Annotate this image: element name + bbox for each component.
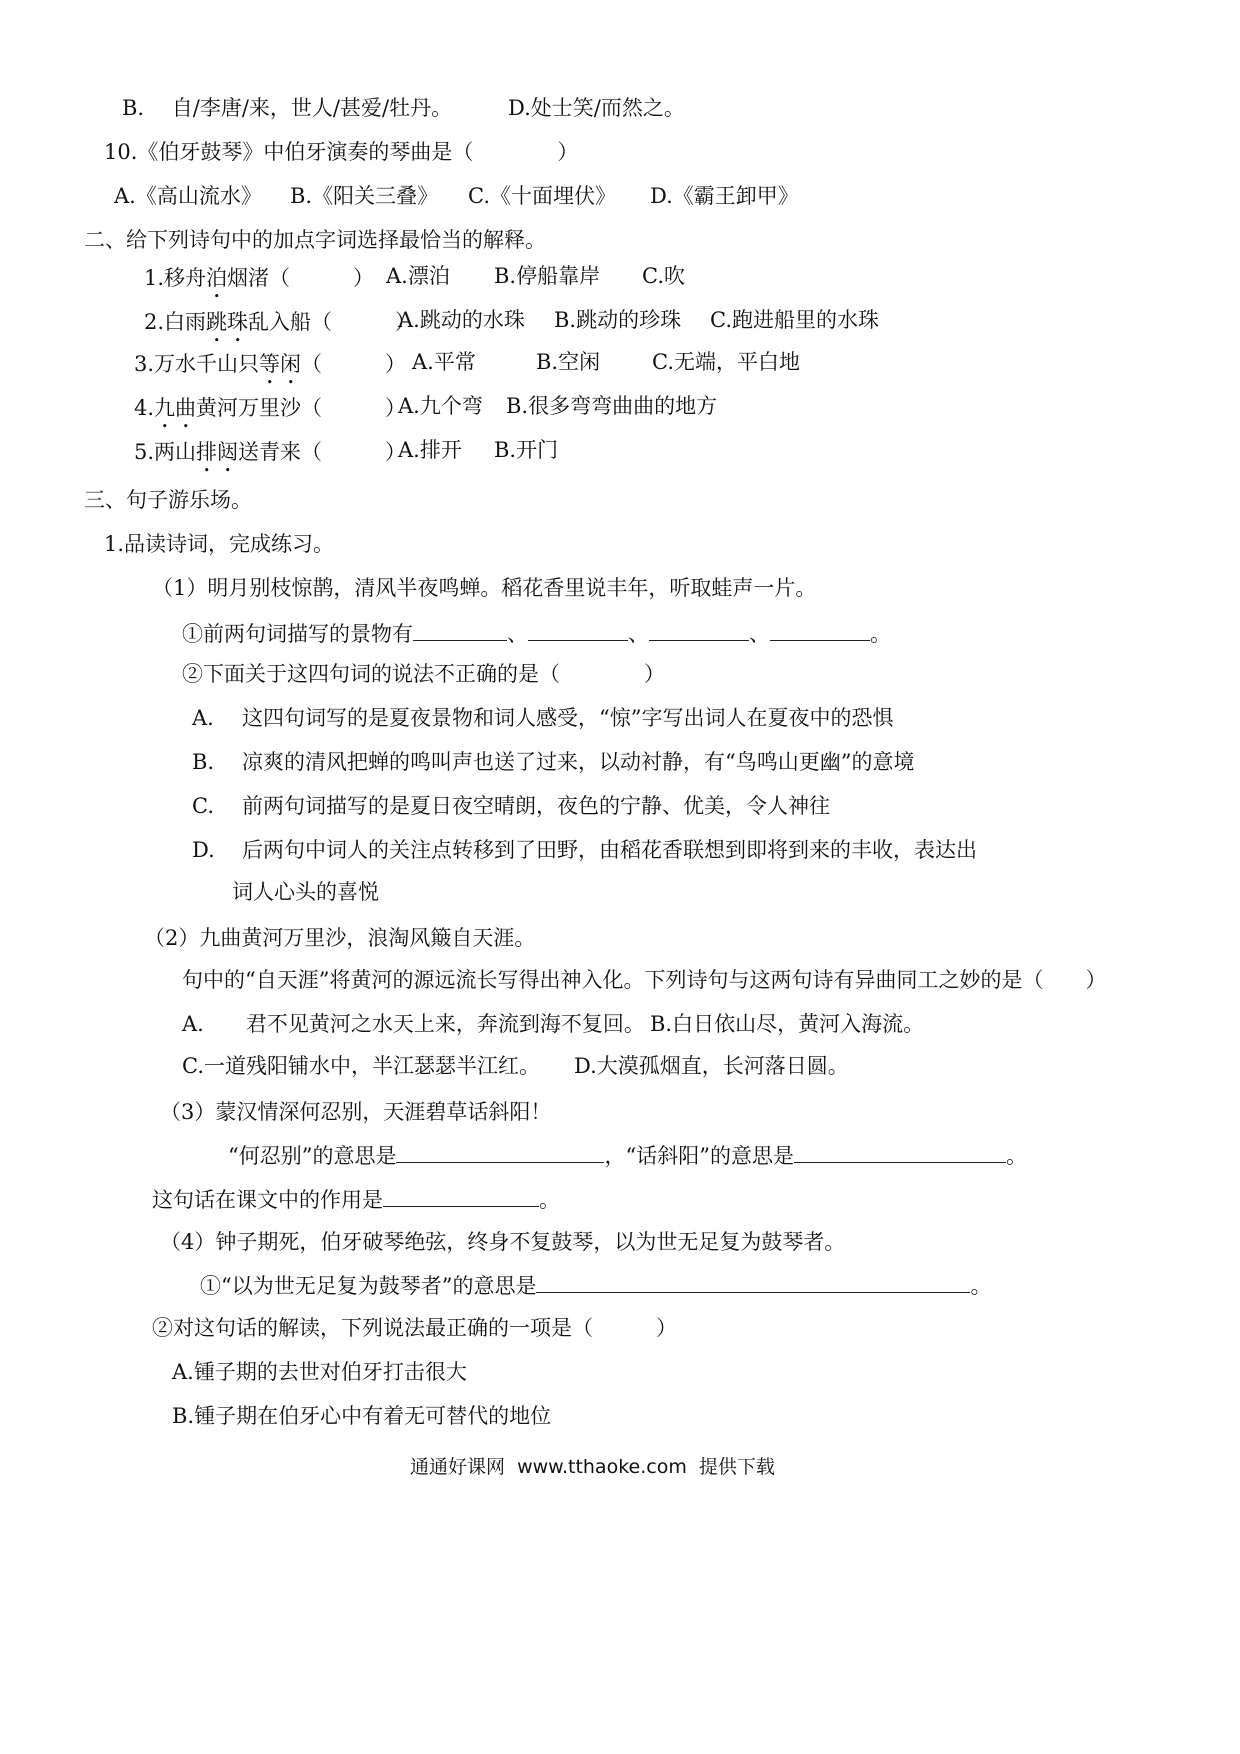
sec2-item-1-opt-a: A.漂泊 [386, 264, 450, 288]
section-3-title: 三、句子游乐场。 [84, 488, 252, 512]
sec2-item-3-opt-a: A.平常 [412, 350, 476, 374]
poem-2: （2）九曲黄河万里沙，浪淘风簸自天涯。 [144, 926, 536, 950]
answer-blank[interactable] [413, 622, 507, 641]
poem-2-opt-a: A. 君不见黄河之水天上来，奔流到海不复回。 [182, 1012, 645, 1036]
poem-2-opt-d: D.大漠孤烟直，长河落日圆。 [574, 1054, 849, 1078]
sec2-item-1-opt-b: B.停船靠岸 [494, 264, 601, 288]
sec2-item-2-opt-c: C.跑进船里的水珠 [710, 308, 879, 332]
sec2-item-2: 2.白雨跳珠乱入船（ ） [144, 310, 417, 334]
sec2-item-3-opt-b: B.空闲 [536, 350, 601, 374]
poem-3: （3）蒙汉情深何忍别，天涯碧草话斜阳！ [160, 1100, 552, 1124]
poem-1-q1: ①前两句词描写的景物有 、 、 、 。 [182, 622, 891, 646]
poem-1-opt-d-cont: 词人心头的喜悦 [232, 880, 379, 904]
answer-blank[interactable] [528, 622, 628, 641]
answer-blank[interactable] [649, 622, 749, 641]
passage-4-q2: ②对这句话的解读，下列说法最正确的一项是（ ） [152, 1316, 677, 1340]
passage-4-opt-a: A.锺子期的去世对伯牙打击很大 [172, 1360, 467, 1384]
poem-1-opt-b-label: B. [192, 750, 215, 774]
sec2-item-4-opt-b: B.很多弯弯曲曲的地方 [506, 394, 718, 418]
answer-blank[interactable] [794, 1144, 1006, 1163]
poem-3-q2: 这句话在课文中的作用是 。 [152, 1188, 560, 1212]
q10-option-c: C.《十面埋伏》 [468, 184, 616, 208]
sec2-item-2-opt-a: A.跳动的水珠 [398, 308, 525, 332]
poem-1-opt-c-text: 前两句词描写的是夏日夜空晴朗，夜色的宁静、优美，令人神往 [242, 794, 830, 818]
q10-option-a: A.《高山流水》 [114, 184, 262, 208]
sec2-item-3-opt-c: C.无端，平白地 [652, 350, 800, 374]
answer-blank[interactable] [770, 622, 870, 641]
q10-option-d: D.《霸王卸甲》 [650, 184, 799, 208]
poem-2-opt-c: C.一道残阳铺水中，半江瑟瑟半江红。 [182, 1054, 540, 1078]
passage-4: （4）钟子期死，伯牙破琴绝弦，终身不复鼓琴，以为世无足复为鼓琴者。 [160, 1230, 846, 1254]
q9-option-d: D.处士笑/而然之。 [508, 96, 685, 120]
passage-4-opt-b: B.锺子期在伯牙心中有着无可替代的地位 [172, 1404, 552, 1428]
answer-blank[interactable] [536, 1274, 970, 1293]
section-2-title: 二、给下列诗句中的加点字词选择最恰当的解释。 [84, 228, 546, 252]
sec2-item-2-opt-b: B.跳动的珍珠 [554, 308, 682, 332]
section-3-q1: 1.品读诗词，完成练习。 [104, 532, 335, 556]
poem-1-opt-d-label: D. [192, 838, 215, 862]
q9-option-b: B. 自/李唐/来，世人/甚爱/牡丹。 [122, 96, 453, 120]
answer-blank[interactable] [383, 1188, 539, 1207]
page-footer: 通通好课网 www.tthaoke.com 提供下载 [410, 1456, 775, 1478]
poem-1-opt-d-text: 后两句中词人的关注点转移到了田野，由稻花香联想到即将到来的丰收，表达出 [242, 838, 977, 862]
passage-4-q1: ①“以为世无足复为鼓琴者”的意思是 。 [200, 1274, 992, 1298]
poem-1-opt-a-label: A. [192, 706, 214, 730]
poem-1-opt-c-label: C. [192, 794, 214, 818]
q10-option-b: B.《阳关三叠》 [290, 184, 439, 208]
sec2-item-5-opt-b: B.开门 [494, 438, 559, 462]
sec2-item-4-opt-a: A.九个弯 [398, 394, 483, 418]
sec2-item-5: 5.两山排闼送青来（ ） [134, 440, 407, 464]
sec2-item-4: 4.九曲黄河万里沙（ ） [134, 396, 407, 420]
poem-3-q1: “何忍别”的意思是 ，“话斜阳”的意思是 。 [228, 1144, 1027, 1168]
sec2-item-5-opt-a: A.排开 [398, 438, 462, 462]
sec2-item-1: 1.移舟泊烟渚（ ） [144, 266, 375, 290]
poem-1-opt-b-text: 凉爽的清风把蝉的鸣叫声也送了过来，以动衬静，有“鸟鸣山更幽”的意境 [242, 750, 915, 774]
q10-question: 10.《伯牙鼓琴》中伯牙演奏的琴曲是（ ） [104, 140, 579, 164]
sec2-item-1-opt-c: C.吹 [642, 264, 685, 288]
poem-1: （1）明月别枝惊鹊，清风半夜鸣蝉。稻花香里说丰年，听取蛙声一片。 [152, 576, 817, 600]
poem-1-q2: ②下面关于这四句词的说法不正确的是（ ） [182, 662, 665, 686]
answer-blank[interactable] [396, 1144, 604, 1163]
sec2-item-3: 3.万水千山只等闲（ ） [134, 352, 407, 376]
poem-1-opt-a-text: 这四句词写的是夏夜景物和词人感受，“惊”字写出词人在夏夜中的恐惧 [242, 706, 894, 730]
poem-2-question: 句中的“自天涯”将黄河的源远流长写得出神入化。下列诗句与这两句诗有异曲同工之妙的是（ ） [182, 968, 1107, 992]
poem-2-opt-b: B.白日依山尽，黄河入海流。 [650, 1012, 925, 1036]
